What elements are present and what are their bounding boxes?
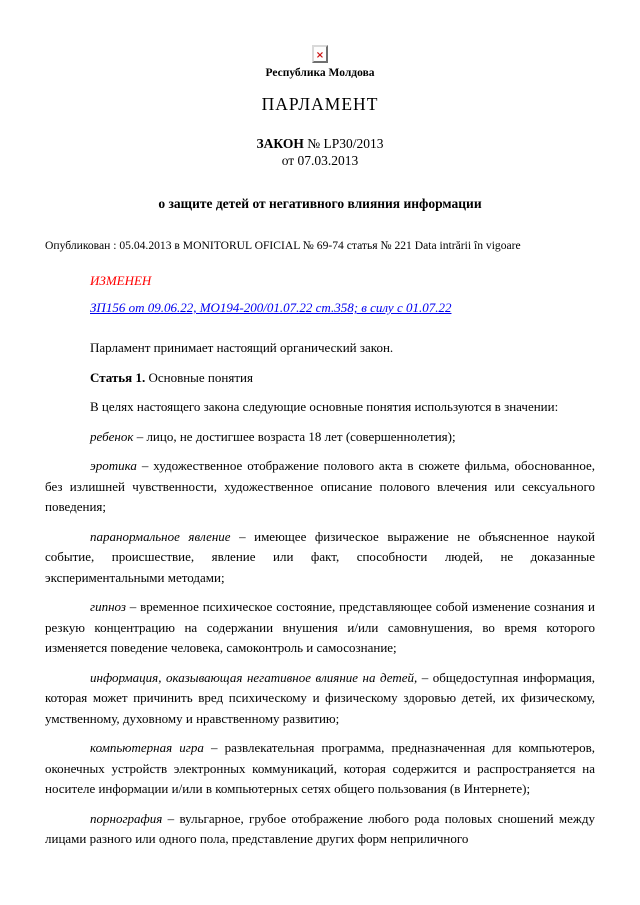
law-type-label: ЗАКОН <box>256 136 304 151</box>
document-header <box>45 45 595 212</box>
definition-term: ребенок <box>90 428 134 444</box>
definition-computer-game <box>45 738 595 800</box>
definition-child <box>45 427 595 448</box>
definition-pornography <box>45 809 595 850</box>
definition-hypnosis <box>45 597 595 659</box>
definition-harmful-information <box>45 668 595 730</box>
amendment-status: ИЗМЕНЕН <box>90 273 152 288</box>
enactment-paragraph: Парламент принимает настоящий органический закон. <box>90 340 394 355</box>
definition-paranormal <box>45 527 595 589</box>
definition-text: – вульгарное, грубое отображение любого рода половых сношений между лицами разного или одного пола, представление других форм неприличного <box>45 810 595 846</box>
definitions-intro-paragraph: В целях настоящего закона следующие основные понятия используются в значении: <box>90 399 559 414</box>
definition-text: – имеющее физическое выражение не объясненное наукой событие, происшествие, явление или факт, способности людей, не доказанные экспериментальными методами; <box>45 528 596 585</box>
law-title: о защите детей от негативного влияния информации <box>158 196 482 211</box>
law-number: № LP30/2013 <box>307 136 384 151</box>
definition-text: – развлекательная программа, предназначенная для компьютеров, оконечных устройств электронных коммуникаций, которая содержится и распространяется на носителе информации и/или в компьютерных сетях общего пользования (в Интернете); <box>45 740 595 796</box>
country-name: Республика Молдова <box>265 67 375 79</box>
definition-term: информация, оказывающая негативное влияние на детей, <box>90 669 418 685</box>
definition-term: эротика <box>90 458 137 473</box>
definition-text: – лицо, не достигшее возраста 18 лет (совершеннолетия); <box>136 428 456 444</box>
article-1-label: Статья 1. <box>90 369 146 385</box>
broken-image-icon <box>312 45 328 63</box>
article-1-heading <box>45 368 595 389</box>
definition-text: – временное психическое состояние, представляющее собой изменение сознания и резкую концентрацию на содержании внушения и/или самовнушения, во время которого изменяется поведение человека, самоконтроль и самосознание; <box>45 599 595 655</box>
definition-erotica <box>45 456 595 518</box>
publication-line: Опубликован : 05.04.2013 в MONITORUL OFICIAL № 69-74 статья № 221 Data intrării în vigoare <box>45 239 521 252</box>
definition-term: гипноз <box>90 599 126 614</box>
broken-image-x-glyph: × <box>315 50 325 61</box>
article-1-title: Основные понятия <box>148 369 253 385</box>
definition-text: – общедоступная информация, которая может причинить вред психическому и физическому здоровью детей, их физическому, умственному, духовному и нравственному развитию; <box>45 669 596 726</box>
definition-text: – художественное отображение полового акта в сюжете фильма, обоснованное, без излишней чувственности, художественное описание полового влечения или сексуального поведения; <box>45 458 595 514</box>
amendment-link[interactable]: ЗП156 от 09.06.22, МО194-200/01.07.22 ст.358; в силу с 01.07.22 <box>90 300 452 315</box>
institution-name: ПАРЛАМЕНТ <box>261 94 379 114</box>
definition-term: компьютерная игра <box>90 740 204 755</box>
law-number-line <box>45 136 595 152</box>
definition-term: порнография <box>90 810 163 826</box>
definition-term: паранормальное явление <box>90 528 231 544</box>
amendment-link-line <box>90 300 595 316</box>
law-date: от 07.03.2013 <box>281 153 359 168</box>
